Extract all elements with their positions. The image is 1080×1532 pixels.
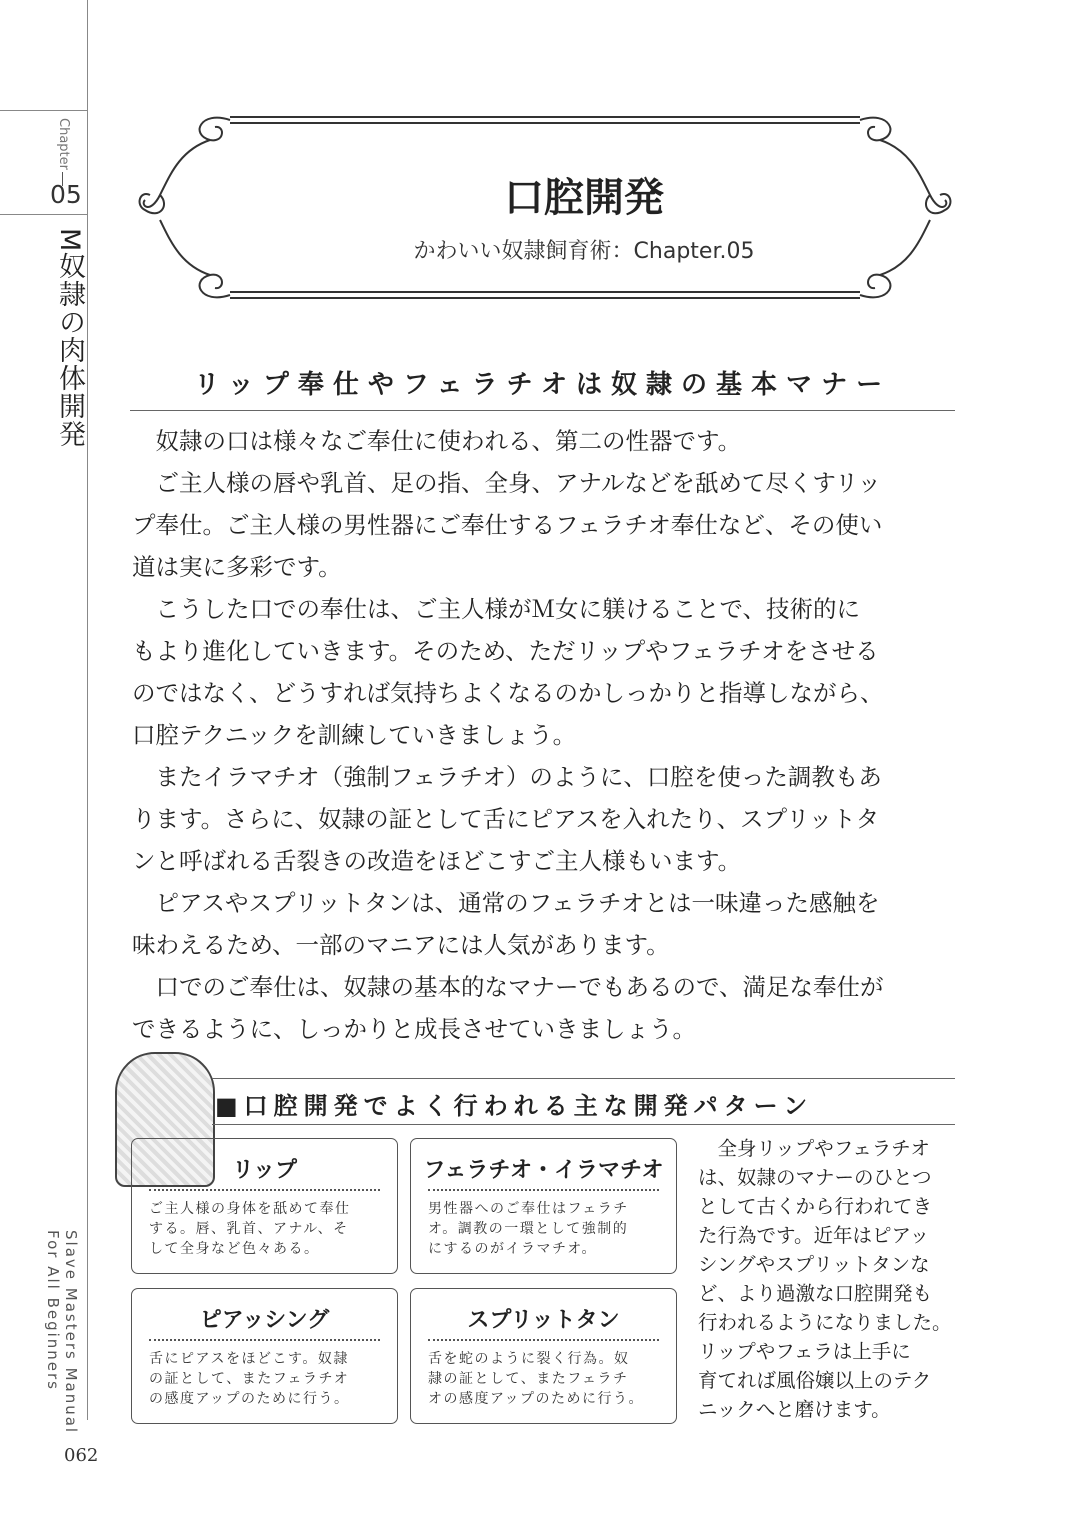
aside-line: シングやスプリットタンな (698, 1253, 930, 1276)
page-subtitle: かわいい奴隷飼育術：Chapter.05 (413, 239, 755, 264)
card-line: オの感度アップのために行う。 (428, 1391, 645, 1407)
card-line: の証として、またフェラチオ (149, 1371, 350, 1387)
body-line: ンと呼ばれる舌裂きの改造をほどこすご主人様もいます。 (132, 847, 742, 875)
card-title: フェラチオ・イラマチオ (423, 1158, 664, 1183)
body-text (132, 420, 962, 1050)
body-line: プ奉仕。ご主人様の男性器にご奉仕するフェラチオ奉仕など、その使い (132, 511, 883, 539)
aside-text (698, 1134, 960, 1424)
card-body (428, 1199, 659, 1259)
card-divider (149, 1339, 380, 1341)
chapter-title: M奴隷の肉体開発 (54, 228, 85, 449)
chapter-label: Chapter (56, 118, 71, 170)
subsection-rule (212, 1124, 955, 1125)
pattern-card (131, 1288, 398, 1424)
body-line: ピアスやスプリットタンは、通常のフェラチオとは一味違った感触を (132, 889, 880, 917)
body-line: 味わえるため、一部のマニアには人気があります。 (132, 931, 670, 959)
aside-line: た行為です。近年はピアッ (698, 1224, 930, 1247)
card-line: の感度アップのために行う。 (149, 1391, 350, 1407)
page-number: 062 (64, 1445, 99, 1466)
section-rule (130, 410, 955, 411)
body-line: のではなく、どうすれば気持ちよくなるのかしっかりと指導しながら、 (132, 679, 884, 707)
card-title: ピアッシング (199, 1308, 330, 1333)
card-line: して全身など色々ある。 (149, 1241, 320, 1257)
card-line: 舌を蛇のように裂く行為。奴 (428, 1351, 630, 1367)
margin-divider (0, 110, 88, 111)
card-body (149, 1349, 380, 1409)
card-line: する。唇、乳首、アナル、そ (149, 1221, 349, 1237)
aside-line: 育てれば風俗嬢以上のテク (698, 1369, 932, 1392)
card-line: 舌にピアスをほどこす。奴隷 (149, 1351, 349, 1367)
aside-line: は、奴隷のマナーのひとつ (698, 1166, 932, 1189)
card-divider (428, 1339, 659, 1341)
body-line: ります。さらに、奴隷の証として舌にピアスを入れたり、スプリットタ (132, 805, 880, 833)
card-line: にするのがイラマチオ。 (428, 1241, 597, 1257)
aside-line: ニックへと磨けます。 (698, 1398, 891, 1421)
page-title: 口腔開発 (504, 175, 664, 221)
pattern-card (410, 1288, 677, 1424)
body-line: 口でのご奉仕は、奴隷の基本的なマナーでもあるので、満足な奉仕が (132, 973, 884, 1001)
book-title-vertical: Slave Masters Manual For All Beginners (44, 1230, 80, 1435)
aside-line: リップやフェラは上手に (698, 1340, 911, 1363)
aside-line: として古くから行われてき (698, 1195, 933, 1218)
body-line: またイラマチオ（強制フェラチオ）のように、口腔を使った調教もあ (132, 763, 882, 791)
body-line: ご主人様の唇や乳首、足の指、全身、アナルなどを舐めて尽くすリッ (132, 469, 881, 497)
pattern-card (410, 1138, 677, 1274)
card-body (428, 1349, 659, 1409)
aside-line: ど、より過激な口腔開発も (698, 1282, 933, 1305)
subsection-rule (212, 1078, 955, 1079)
section-heading: リップ奉仕やフェラチオは奴隷の基本マナー (193, 370, 892, 400)
card-title: スプリットタン (467, 1308, 620, 1333)
body-line: できるように、しっかりと成長させていきましょう。 (132, 1015, 696, 1043)
body-line: 口腔テクニックを訓練していきましょう。 (132, 721, 577, 749)
card-title: リップ (231, 1158, 298, 1183)
pattern-card (131, 1138, 398, 1274)
aside-line: 全身リップやフェラチオ (698, 1137, 930, 1160)
body-line: 道は実に多彩です。 (132, 553, 342, 581)
card-line: ご主人様の身体を舐めて奉仕 (149, 1201, 351, 1217)
card-line: オ。調教の一環として強制的 (428, 1221, 629, 1237)
aside-line: 行われるようになりました。 (698, 1311, 952, 1334)
card-divider (149, 1189, 380, 1191)
card-divider (428, 1189, 659, 1191)
body-line: もより進化していきます。そのため、ただリップやフェラチオをさせる (132, 637, 879, 665)
body-line: こうした口での奉仕は、ご主人様がＭ女に躾けることで、技術的に (132, 595, 861, 623)
subsection-heading: ■口腔開発でよく行われる主な開発パターン (215, 1092, 814, 1120)
card-line: 男性器へのご奉仕はフェラチ (428, 1201, 629, 1217)
chapter-number: 05 (50, 180, 82, 209)
card-line: 隷の証として、またフェラチ (428, 1371, 629, 1387)
card-body (149, 1199, 380, 1259)
body-line: 奴隷の口は様々なご奉仕に使われる、第二の性器です。 (132, 427, 742, 455)
